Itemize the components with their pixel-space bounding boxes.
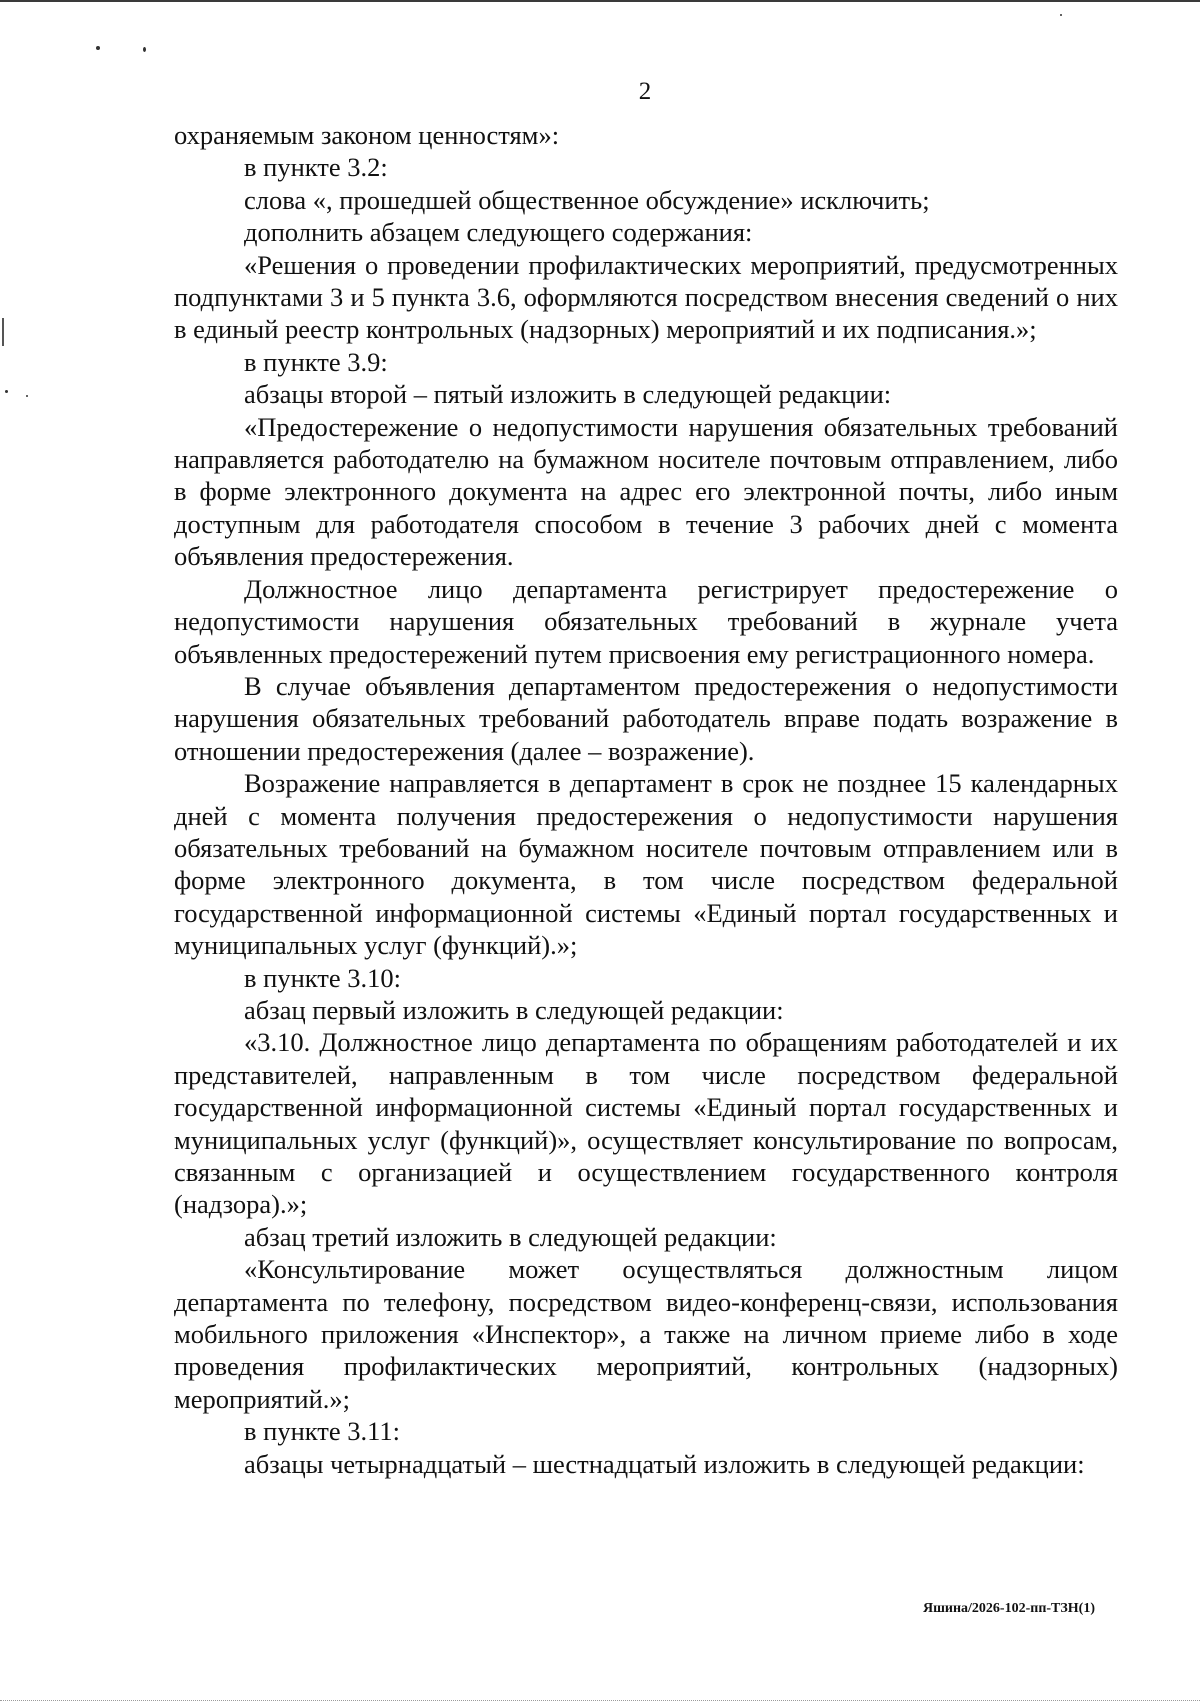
scan-speck <box>5 390 8 393</box>
scan-speck <box>143 47 146 52</box>
paragraph: «3.10. Должностное лицо департамента по обращениям работодателей и их представителей, направленным в том числе посредством федеральной государственной информационной системы «Единый портал государственных и муниципальных услуг (функций)», осуществляет консультирование по вопросам, связанным с организацией и осуществлением государственного контроля (надзора).»; <box>174 1027 1118 1220</box>
paragraph: абзацы четырнадцатый – шестнадцатый изложить в следующей редакции: <box>244 1448 1085 1479</box>
paragraph: абзацы второй – пятый изложить в следующей редакции: <box>244 379 892 410</box>
paragraph: Должностное лицо департамента регистрирует предостережение о недопустимости нарушения обязательных требований в журнале учета объявленных предостережений путем присвоения ему регистрационного номера. <box>174 573 1118 669</box>
paragraph: «Консультирование может осуществляться должностным лицом департамента по телефону, посредством видео-конференц-связи, использования мобильного приложения «Инспектор», а также на личном приеме либо в ходе проведения профилактических мероприятий, контрольных (надзорных) мероприятий.»; <box>174 1254 1118 1414</box>
scan-speck <box>1060 14 1062 16</box>
paragraph: в пункте 3.11: <box>244 1416 400 1447</box>
scan-speck <box>26 395 28 397</box>
scan-bottom-edge <box>0 1700 1200 1702</box>
paragraph: слова «, прошедшей общественное обсуждение» исключить; <box>244 184 930 215</box>
paragraph: в пункте 3.2: <box>244 152 388 183</box>
paragraph: в пункте 3.9: <box>244 346 388 377</box>
page-number: 2 <box>638 78 652 105</box>
paragraph: охраняемым законом ценностям»: <box>174 120 560 150</box>
document-footer-code: Яшина/2026-102-пп-ТЗН(1) <box>922 1601 1095 1616</box>
paragraph: Возражение направляется в департамент в срок не позднее 15 календарных дней с момента получения предостережения о недопустимости нарушения обязательных требований на бумажном носителе почтовым отправлением или в форме электронного документа, в том числе посредством федеральной государственной информационной системы «Единый портал государственных и муниципальных услуг (функций).»; <box>174 768 1118 961</box>
paragraph: в пункте 3.10: <box>244 962 401 993</box>
document-body <box>174 119 1118 1480</box>
paragraph: В случае объявления департаментом предостережения о недопустимости нарушения обязательных требований работодатель вправе подать возражение в отношении предостережения (далее – возражение). <box>174 670 1118 766</box>
paragraph: дополнить абзацем следующего содержания: <box>244 217 753 248</box>
scan-speck <box>96 46 100 50</box>
paragraph: «Решения о проведении профилактических мероприятий, предусмотренных подпунктами 3 и 5 пункта 3.6, оформляются посредством внесения сведений о них в единый реестр контрольных (надзорных) мероприятий и их подписания.»; <box>174 249 1118 345</box>
paragraph: абзац первый изложить в следующей редакции: <box>244 994 784 1025</box>
paragraph: «Предостережение о недопустимости нарушения обязательных требований направляется работодателю на бумажном носителе почтовым отправлением, либо в форме электронного документа на адрес его электронной почты, либо иным доступным для работодателя способом в течение 3 рабочих дней с момента объявления предостережения. <box>174 411 1118 572</box>
paragraph: абзац третий изложить в следующей редакции: <box>244 1221 777 1252</box>
scan-margin-mark <box>2 318 4 346</box>
scan-top-edge <box>0 0 1200 2</box>
